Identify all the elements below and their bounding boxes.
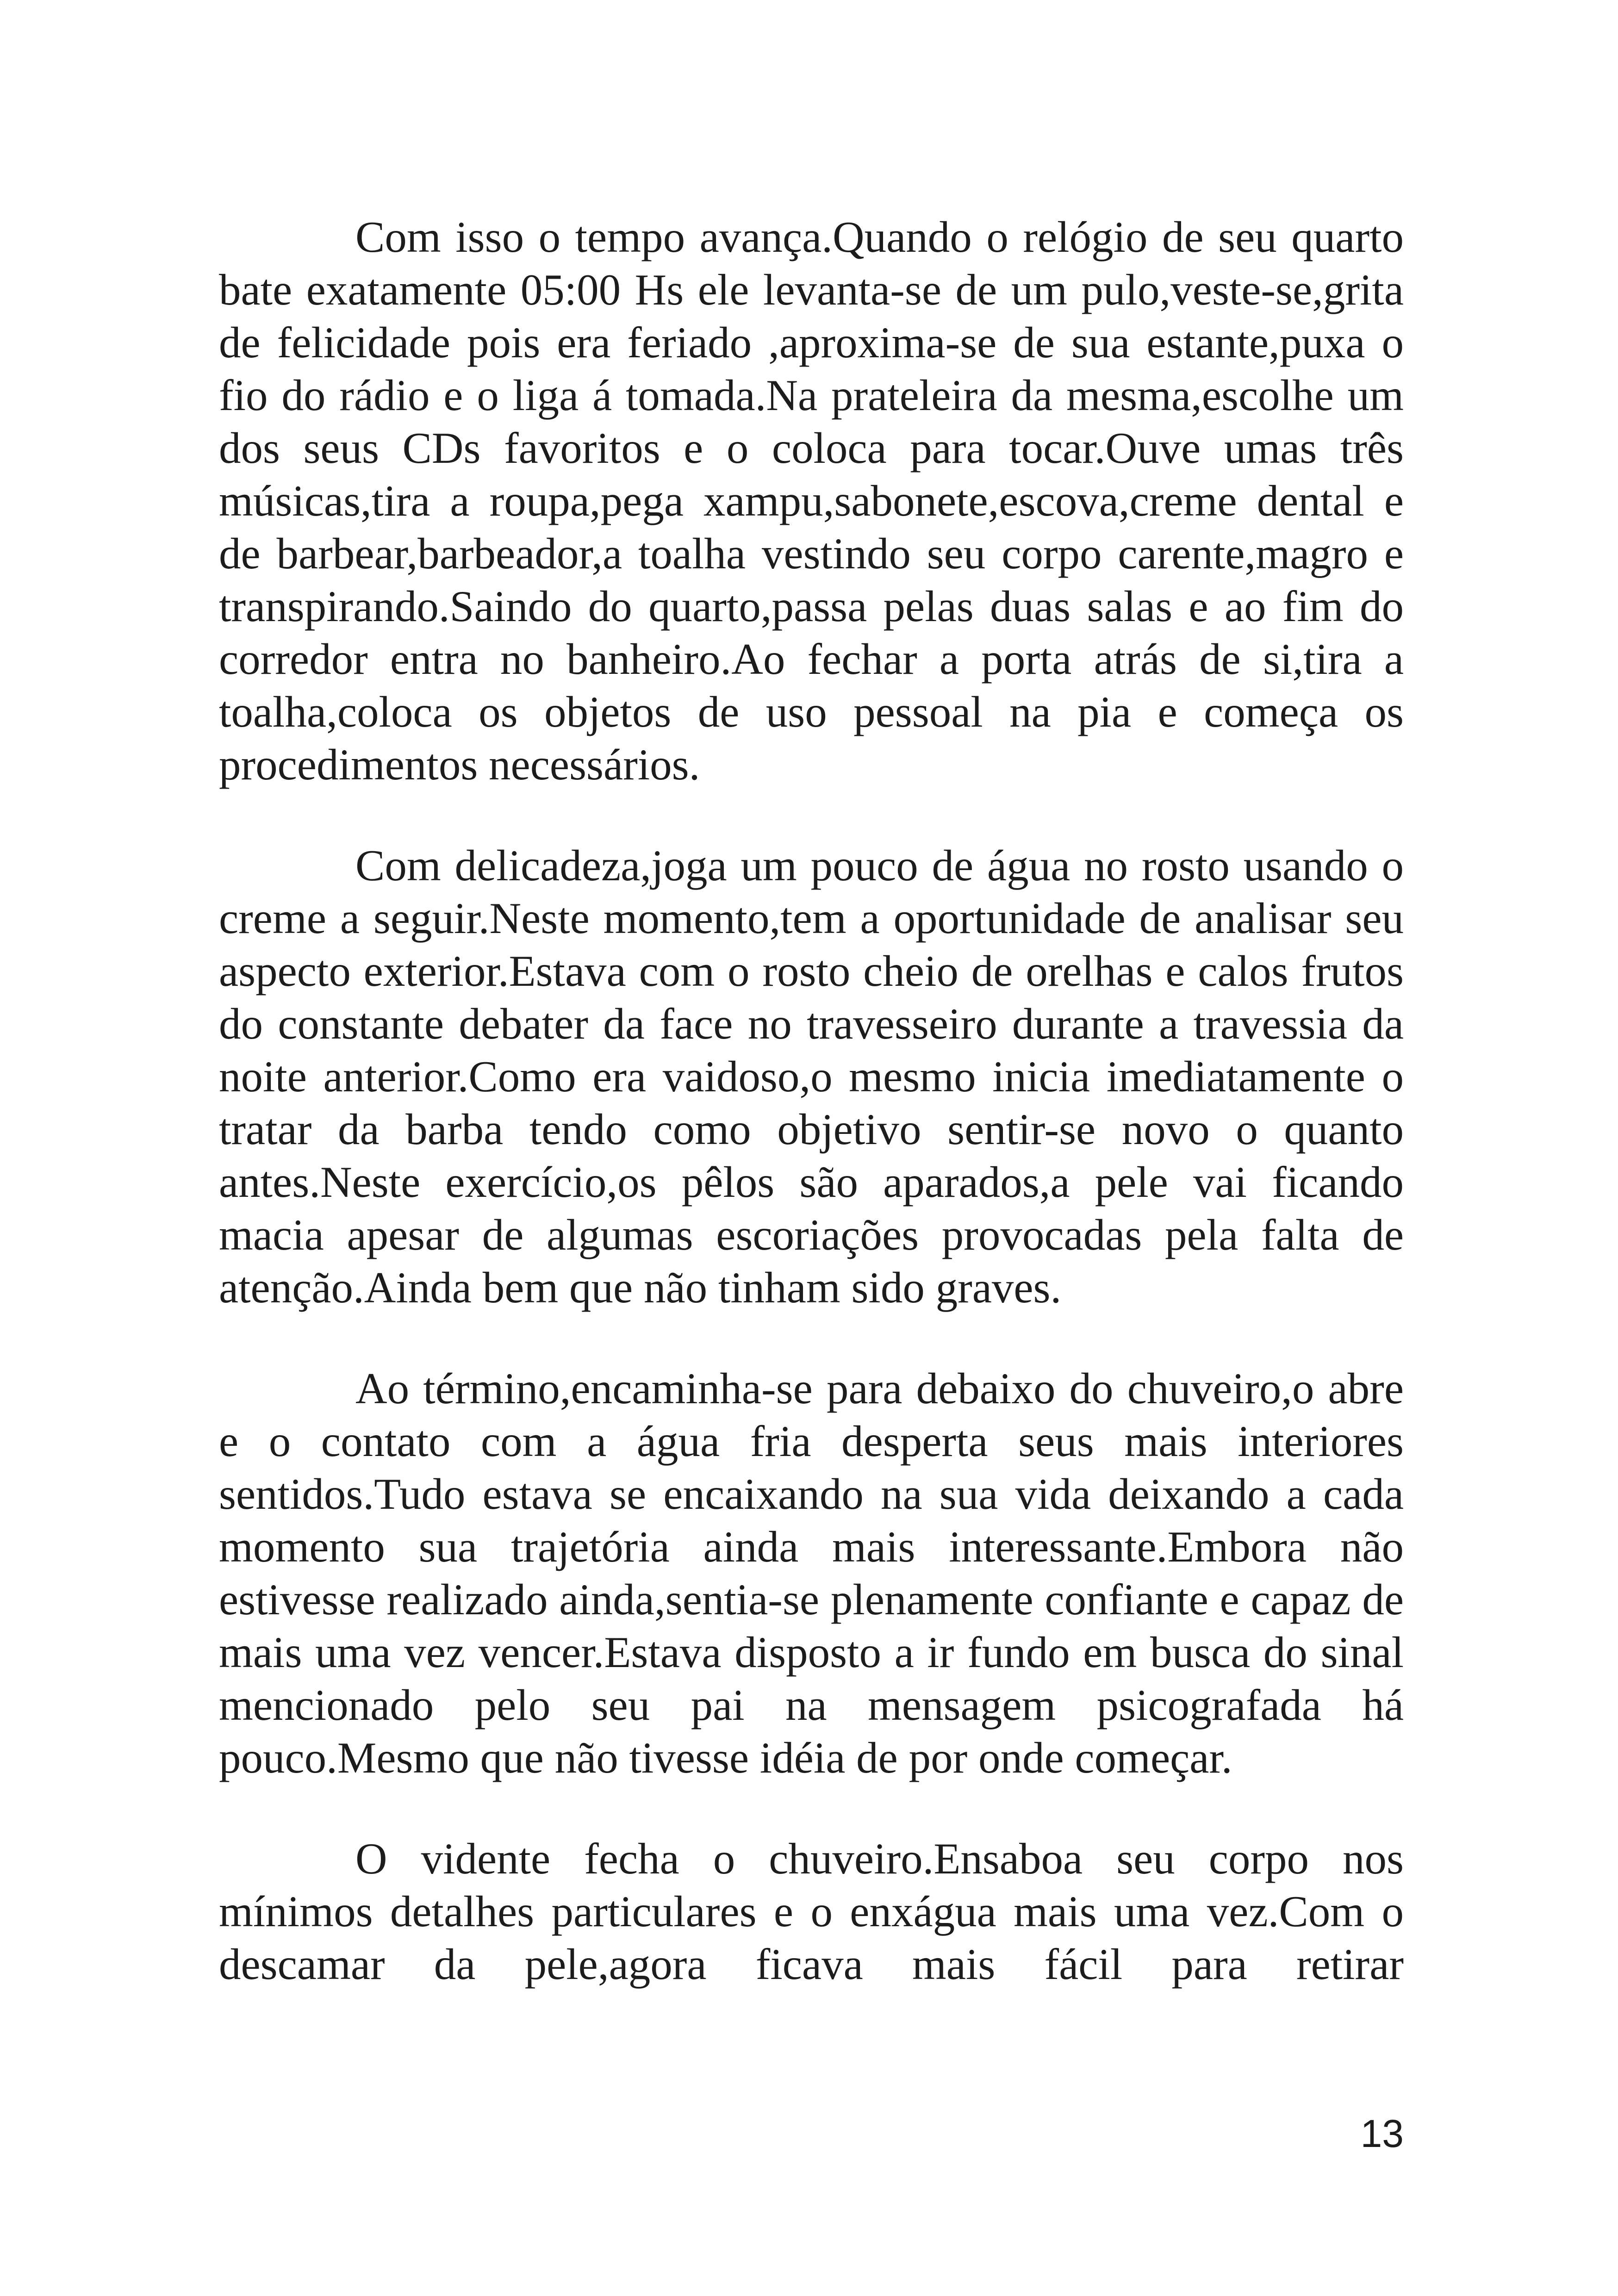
paragraph-3: Ao término,encaminha-se para debaixo do chuveiro,o abre e o contato com a água fria desperta seus mais interiores sentidos.Tudo estava se encaixando na sua vida deixando a cada momento sua trajetória ainda mais interessante.Embora não estivesse realizado ainda,sentia-se plenamente confiante e capaz de mais uma vez vencer.Estava disposto a ir fundo em busca do sinal mencionado pelo seu pai na mensagem psicografada há pouco.Mesmo que não tivesse idéia de por onde começar. (219, 1364, 1404, 1782)
paragraph-1: Com isso o tempo avança.Quando o relógio de seu quarto bate exatamente 05:00 Hs ele levanta-se de um pulo,veste-se,grita de felicidade pois era feriado ,aproxima-se de sua estante,puxa o fio do rádio e o liga á tomada.Na prateleira da mesma,escolhe um dos seus CDs favoritos e o coloca para tocar.Ouve umas três músicas,tira a roupa,pega xampu,sabonete,escova,creme dental e de barbear,barbeador,a toalha vestindo seu corpo carente,magro e transpirando.Saindo do quarto,passa pelas duas salas e ao fim do corredor entra no banheiro.Ao fechar a porta atrás de si,tira a toalha,coloca os objetos de uso pessoal na pia e começa os procedimentos necessários. (219, 212, 1404, 789)
paragraph-4: O vidente fecha o chuveiro.Ensaboa seu corpo nos mínimos detalhes particulares e o enxágua mais uma vez.Com o descamar da pele,agora ficava mais fácil para retirar (219, 1834, 1404, 1989)
body-text (219, 211, 1404, 1991)
paragraph-2: Com delicadeza,joga um pouco de água no rosto usando o creme a seguir.Neste momento,tem a oportunidade de analisar seu aspecto exterior.Estava com o rosto cheio de orelhas e calos frutos do constante debater da face no travesseiro durante a travessia da noite anterior.Como era vaidoso,o mesmo inicia imediatamente o tratar da barba tendo como objetivo sentir-se novo o quanto antes.Neste exercício,os pêlos são aparados,a pele vai ficando macia apesar de algumas escoriações provocadas pela falta de atenção.Ainda bem que não tinham sido graves. (219, 841, 1404, 1312)
page-number: 13 (1360, 2112, 1404, 2155)
